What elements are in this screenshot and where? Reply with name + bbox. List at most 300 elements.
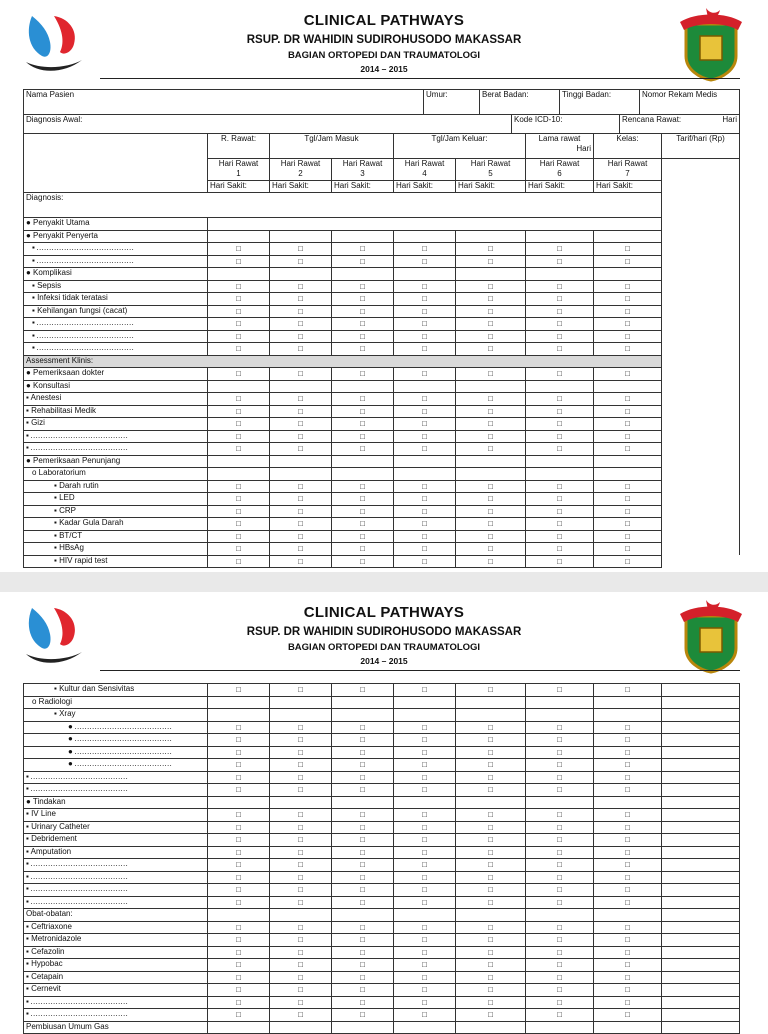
day-checkbox[interactable]: □ [332, 934, 394, 947]
day-checkbox[interactable]: □ [594, 934, 662, 947]
day-checkbox[interactable]: □ [456, 543, 526, 556]
day-checkbox[interactable]: □ [526, 255, 594, 268]
patient-name-field[interactable]: Nama Pasien [24, 90, 424, 115]
day-checkbox[interactable]: □ [270, 555, 332, 568]
day-checkbox[interactable]: □ [332, 684, 394, 697]
day-checkbox[interactable]: □ [594, 721, 662, 734]
day-checkbox[interactable]: □ [594, 821, 662, 834]
day-checkbox[interactable]: □ [594, 493, 662, 506]
day-checkbox[interactable]: □ [594, 996, 662, 1009]
day-checkbox[interactable]: □ [270, 984, 332, 997]
day-checkbox[interactable]: □ [394, 746, 456, 759]
day-checkbox[interactable]: □ [526, 293, 594, 306]
day-checkbox[interactable]: □ [332, 721, 394, 734]
day-checkbox[interactable]: □ [270, 305, 332, 318]
day-checkbox[interactable]: □ [208, 368, 270, 381]
day-checkbox[interactable]: □ [332, 330, 394, 343]
day-checkbox[interactable]: □ [270, 746, 332, 759]
day-checkbox[interactable]: □ [332, 771, 394, 784]
day-checkbox[interactable]: □ [456, 809, 526, 822]
day-checkbox[interactable]: □ [270, 518, 332, 531]
day-checkbox[interactable]: □ [208, 280, 270, 293]
day-checkbox[interactable]: □ [208, 896, 270, 909]
day-checkbox[interactable]: □ [332, 871, 394, 884]
day-checkbox[interactable]: □ [594, 555, 662, 568]
sick-day-field[interactable]: Hari Sakit: [394, 180, 456, 193]
day-checkbox[interactable]: □ [394, 430, 456, 443]
day-checkbox[interactable]: □ [270, 784, 332, 797]
day-checkbox[interactable]: □ [456, 971, 526, 984]
day-checkbox[interactable]: □ [456, 859, 526, 872]
day-checkbox[interactable]: □ [394, 530, 456, 543]
day-checkbox[interactable]: □ [208, 934, 270, 947]
day-checkbox[interactable]: □ [332, 859, 394, 872]
day-checkbox[interactable]: □ [456, 555, 526, 568]
day-checkbox[interactable]: □ [208, 871, 270, 884]
day-checkbox[interactable]: □ [526, 418, 594, 431]
day-checkbox[interactable]: □ [208, 759, 270, 772]
day-checkbox[interactable]: □ [208, 493, 270, 506]
day-checkbox[interactable]: □ [526, 543, 594, 556]
day-checkbox[interactable]: □ [270, 343, 332, 356]
sick-day-field[interactable]: Hari Sakit: [208, 180, 270, 193]
day-checkbox[interactable]: □ [456, 896, 526, 909]
room-field[interactable]: R. Rawat: [208, 134, 270, 159]
day-checkbox[interactable]: □ [456, 493, 526, 506]
day-checkbox[interactable]: □ [456, 443, 526, 456]
day-checkbox[interactable]: □ [456, 871, 526, 884]
day-checkbox[interactable]: □ [394, 784, 456, 797]
day-checkbox[interactable]: □ [270, 330, 332, 343]
day-checkbox[interactable]: □ [394, 330, 456, 343]
day-checkbox[interactable]: □ [332, 759, 394, 772]
day-checkbox[interactable]: □ [594, 834, 662, 847]
day-checkbox[interactable]: □ [270, 721, 332, 734]
day-checkbox[interactable]: □ [208, 821, 270, 834]
day-checkbox[interactable]: □ [594, 921, 662, 934]
day-checkbox[interactable]: □ [332, 305, 394, 318]
day-checkbox[interactable]: □ [332, 921, 394, 934]
day-checkbox[interactable]: □ [526, 721, 594, 734]
day-checkbox[interactable]: □ [332, 896, 394, 909]
day-checkbox[interactable]: □ [208, 734, 270, 747]
day-checkbox[interactable]: □ [332, 555, 394, 568]
day-checkbox[interactable]: □ [270, 1009, 332, 1022]
day-checkbox[interactable]: □ [208, 884, 270, 897]
day-checkbox[interactable]: □ [270, 859, 332, 872]
day-checkbox[interactable]: □ [394, 305, 456, 318]
day-checkbox[interactable]: □ [332, 405, 394, 418]
day-checkbox[interactable]: □ [526, 518, 594, 531]
day-checkbox[interactable]: □ [332, 971, 394, 984]
day-checkbox[interactable]: □ [332, 368, 394, 381]
day-checkbox[interactable]: □ [594, 809, 662, 822]
day-checkbox[interactable]: □ [594, 368, 662, 381]
day-checkbox[interactable]: □ [270, 934, 332, 947]
main-disease-field[interactable] [208, 218, 662, 231]
day-checkbox[interactable]: □ [394, 418, 456, 431]
sick-day-field[interactable]: Hari Sakit: [456, 180, 526, 193]
day-checkbox[interactable]: □ [332, 280, 394, 293]
day-checkbox[interactable]: □ [394, 368, 456, 381]
day-checkbox[interactable]: □ [526, 318, 594, 331]
day-checkbox[interactable]: □ [208, 971, 270, 984]
day-checkbox[interactable]: □ [594, 318, 662, 331]
day-checkbox[interactable]: □ [594, 884, 662, 897]
day-checkbox[interactable]: □ [270, 771, 332, 784]
day-checkbox[interactable]: □ [394, 505, 456, 518]
day-checkbox[interactable]: □ [394, 243, 456, 256]
day-checkbox[interactable]: □ [270, 443, 332, 456]
day-checkbox[interactable]: □ [526, 934, 594, 947]
day-checkbox[interactable]: □ [270, 480, 332, 493]
length-of-stay-field[interactable]: Lama rawat Hari [526, 134, 594, 159]
day-checkbox[interactable]: □ [526, 971, 594, 984]
day-checkbox[interactable]: □ [456, 946, 526, 959]
day-checkbox[interactable]: □ [394, 684, 456, 697]
day-checkbox[interactable]: □ [332, 734, 394, 747]
day-checkbox[interactable]: □ [394, 971, 456, 984]
day-checkbox[interactable]: □ [208, 443, 270, 456]
day-checkbox[interactable]: □ [526, 821, 594, 834]
day-checkbox[interactable]: □ [594, 518, 662, 531]
day-checkbox[interactable]: □ [332, 543, 394, 556]
day-checkbox[interactable]: □ [594, 946, 662, 959]
day-checkbox[interactable]: □ [270, 821, 332, 834]
day-checkbox[interactable]: □ [394, 896, 456, 909]
day-checkbox[interactable]: □ [526, 746, 594, 759]
day-checkbox[interactable]: □ [270, 418, 332, 431]
day-checkbox[interactable]: □ [594, 480, 662, 493]
day-checkbox[interactable]: □ [208, 543, 270, 556]
day-checkbox[interactable]: □ [270, 996, 332, 1009]
day-checkbox[interactable]: □ [394, 734, 456, 747]
day-checkbox[interactable]: □ [526, 305, 594, 318]
day-checkbox[interactable]: □ [270, 921, 332, 934]
day-checkbox[interactable]: □ [456, 430, 526, 443]
day-checkbox[interactable]: □ [594, 305, 662, 318]
day-checkbox[interactable]: □ [526, 859, 594, 872]
day-checkbox[interactable]: □ [594, 505, 662, 518]
day-checkbox[interactable]: □ [208, 684, 270, 697]
day-checkbox[interactable]: □ [208, 746, 270, 759]
day-checkbox[interactable]: □ [270, 243, 332, 256]
day-checkbox[interactable]: □ [456, 505, 526, 518]
day-checkbox[interactable]: □ [594, 771, 662, 784]
day-checkbox[interactable]: □ [526, 871, 594, 884]
day-checkbox[interactable]: □ [456, 834, 526, 847]
day-checkbox[interactable]: □ [526, 834, 594, 847]
day-checkbox[interactable]: □ [526, 684, 594, 697]
day-checkbox[interactable]: □ [208, 834, 270, 847]
day-checkbox[interactable]: □ [594, 859, 662, 872]
day-checkbox[interactable]: □ [394, 884, 456, 897]
day-checkbox[interactable]: □ [526, 771, 594, 784]
day-checkbox[interactable]: □ [526, 921, 594, 934]
day-checkbox[interactable]: □ [270, 871, 332, 884]
day-checkbox[interactable]: □ [394, 934, 456, 947]
day-checkbox[interactable]: □ [270, 430, 332, 443]
day-checkbox[interactable]: □ [270, 293, 332, 306]
day-checkbox[interactable]: □ [456, 721, 526, 734]
day-checkbox[interactable]: □ [208, 243, 270, 256]
day-checkbox[interactable]: □ [208, 318, 270, 331]
day-checkbox[interactable]: □ [526, 784, 594, 797]
day-checkbox[interactable]: □ [526, 996, 594, 1009]
day-checkbox[interactable]: □ [332, 946, 394, 959]
day-checkbox[interactable]: □ [456, 318, 526, 331]
day-checkbox[interactable]: □ [208, 784, 270, 797]
day-checkbox[interactable]: □ [332, 493, 394, 506]
day-checkbox[interactable]: □ [594, 280, 662, 293]
admission-datetime-field[interactable]: Tgl/Jam Masuk [270, 134, 394, 159]
day-checkbox[interactable]: □ [594, 746, 662, 759]
day-checkbox[interactable]: □ [456, 759, 526, 772]
day-checkbox[interactable]: □ [208, 846, 270, 859]
day-checkbox[interactable]: □ [594, 255, 662, 268]
day-checkbox[interactable]: □ [332, 984, 394, 997]
weight-field[interactable]: Berat Badan: [480, 90, 560, 115]
day-checkbox[interactable]: □ [594, 971, 662, 984]
day-checkbox[interactable]: □ [594, 846, 662, 859]
day-checkbox[interactable]: □ [594, 530, 662, 543]
day-checkbox[interactable]: □ [526, 1009, 594, 1022]
day-checkbox[interactable]: □ [456, 771, 526, 784]
day-checkbox[interactable]: □ [208, 809, 270, 822]
day-checkbox[interactable]: □ [332, 809, 394, 822]
day-checkbox[interactable]: □ [270, 846, 332, 859]
day-checkbox[interactable]: □ [394, 809, 456, 822]
day-checkbox[interactable]: □ [270, 493, 332, 506]
day-checkbox[interactable]: □ [594, 734, 662, 747]
day-checkbox[interactable]: □ [270, 734, 332, 747]
height-field[interactable]: Tinggi Badan: [560, 90, 640, 115]
day-checkbox[interactable]: □ [270, 530, 332, 543]
day-checkbox[interactable]: □ [270, 684, 332, 697]
day-checkbox[interactable]: □ [456, 280, 526, 293]
day-checkbox[interactable]: □ [456, 518, 526, 531]
day-checkbox[interactable]: □ [332, 343, 394, 356]
day-checkbox[interactable]: □ [456, 418, 526, 431]
day-checkbox[interactable]: □ [456, 343, 526, 356]
day-checkbox[interactable]: □ [332, 243, 394, 256]
day-checkbox[interactable]: □ [526, 243, 594, 256]
day-checkbox[interactable]: □ [456, 821, 526, 834]
day-checkbox[interactable]: □ [456, 984, 526, 997]
day-checkbox[interactable]: □ [208, 530, 270, 543]
day-checkbox[interactable]: □ [394, 343, 456, 356]
day-checkbox[interactable]: □ [394, 996, 456, 1009]
sick-day-field[interactable]: Hari Sakit: [270, 180, 332, 193]
day-checkbox[interactable]: □ [526, 430, 594, 443]
rate-field[interactable]: Tarif/hari (Rp) [662, 134, 740, 159]
day-checkbox[interactable]: □ [208, 984, 270, 997]
day-checkbox[interactable]: □ [394, 443, 456, 456]
day-checkbox[interactable]: □ [332, 834, 394, 847]
day-checkbox[interactable]: □ [526, 393, 594, 406]
day-checkbox[interactable]: □ [456, 330, 526, 343]
day-checkbox[interactable]: □ [208, 405, 270, 418]
day-checkbox[interactable]: □ [394, 543, 456, 556]
day-checkbox[interactable]: □ [456, 393, 526, 406]
day-checkbox[interactable]: □ [394, 921, 456, 934]
day-checkbox[interactable]: □ [208, 505, 270, 518]
day-checkbox[interactable]: □ [594, 784, 662, 797]
day-checkbox[interactable]: □ [270, 971, 332, 984]
class-field[interactable]: Kelas: [594, 134, 662, 159]
day-checkbox[interactable]: □ [456, 405, 526, 418]
day-checkbox[interactable]: □ [394, 984, 456, 997]
day-checkbox[interactable]: □ [208, 255, 270, 268]
day-checkbox[interactable]: □ [456, 1009, 526, 1022]
day-checkbox[interactable]: □ [332, 884, 394, 897]
day-checkbox[interactable]: □ [394, 959, 456, 972]
day-checkbox[interactable]: □ [526, 946, 594, 959]
day-checkbox[interactable]: □ [270, 280, 332, 293]
day-checkbox[interactable]: □ [208, 859, 270, 872]
day-checkbox[interactable]: □ [594, 896, 662, 909]
day-checkbox[interactable]: □ [394, 518, 456, 531]
day-checkbox[interactable]: □ [332, 746, 394, 759]
day-checkbox[interactable]: □ [208, 1009, 270, 1022]
day-checkbox[interactable]: □ [526, 330, 594, 343]
day-checkbox[interactable]: □ [594, 1009, 662, 1022]
day-checkbox[interactable]: □ [526, 809, 594, 822]
day-checkbox[interactable]: □ [526, 493, 594, 506]
day-checkbox[interactable]: □ [456, 243, 526, 256]
day-checkbox[interactable]: □ [526, 405, 594, 418]
day-checkbox[interactable]: □ [332, 1009, 394, 1022]
day-checkbox[interactable]: □ [394, 871, 456, 884]
day-checkbox[interactable]: □ [332, 505, 394, 518]
day-checkbox[interactable]: □ [526, 443, 594, 456]
day-checkbox[interactable]: □ [526, 984, 594, 997]
day-checkbox[interactable]: □ [526, 555, 594, 568]
day-checkbox[interactable]: □ [208, 518, 270, 531]
day-checkbox[interactable]: □ [594, 543, 662, 556]
day-checkbox[interactable]: □ [270, 405, 332, 418]
day-checkbox[interactable]: □ [394, 555, 456, 568]
day-checkbox[interactable]: □ [594, 393, 662, 406]
day-checkbox[interactable]: □ [594, 684, 662, 697]
day-checkbox[interactable]: □ [394, 280, 456, 293]
day-checkbox[interactable]: □ [526, 368, 594, 381]
age-field[interactable]: Umur: [424, 90, 480, 115]
day-checkbox[interactable]: □ [394, 721, 456, 734]
day-checkbox[interactable]: □ [332, 393, 394, 406]
day-checkbox[interactable]: □ [332, 846, 394, 859]
day-checkbox[interactable]: □ [594, 330, 662, 343]
day-checkbox[interactable]: □ [208, 418, 270, 431]
day-checkbox[interactable]: □ [332, 996, 394, 1009]
day-checkbox[interactable]: □ [594, 293, 662, 306]
day-checkbox[interactable]: □ [526, 280, 594, 293]
sick-day-field[interactable]: Hari Sakit: [526, 180, 594, 193]
day-checkbox[interactable]: □ [394, 255, 456, 268]
sick-day-field[interactable]: Hari Sakit: [332, 180, 394, 193]
day-checkbox[interactable]: □ [270, 884, 332, 897]
day-checkbox[interactable]: □ [394, 405, 456, 418]
day-checkbox[interactable]: □ [394, 393, 456, 406]
day-checkbox[interactable]: □ [208, 921, 270, 934]
day-checkbox[interactable]: □ [456, 255, 526, 268]
day-checkbox[interactable]: □ [456, 368, 526, 381]
day-checkbox[interactable]: □ [332, 518, 394, 531]
day-checkbox[interactable]: □ [526, 759, 594, 772]
day-checkbox[interactable]: □ [394, 480, 456, 493]
day-checkbox[interactable]: □ [208, 771, 270, 784]
day-checkbox[interactable]: □ [456, 746, 526, 759]
initial-diagnosis-field[interactable]: Diagnosis Awal: [24, 115, 512, 134]
day-checkbox[interactable]: □ [394, 318, 456, 331]
day-checkbox[interactable]: □ [594, 343, 662, 356]
day-checkbox[interactable]: □ [594, 405, 662, 418]
day-checkbox[interactable]: □ [456, 530, 526, 543]
plan-stay-field[interactable]: Rencana Rawat: Hari [620, 115, 740, 134]
day-checkbox[interactable]: □ [270, 759, 332, 772]
day-checkbox[interactable]: □ [394, 771, 456, 784]
day-checkbox[interactable]: □ [270, 255, 332, 268]
day-checkbox[interactable]: □ [394, 834, 456, 847]
day-checkbox[interactable]: □ [270, 393, 332, 406]
day-checkbox[interactable]: □ [270, 946, 332, 959]
day-checkbox[interactable]: □ [208, 996, 270, 1009]
day-checkbox[interactable]: □ [332, 255, 394, 268]
day-checkbox[interactable]: □ [394, 821, 456, 834]
day-checkbox[interactable]: □ [332, 480, 394, 493]
day-checkbox[interactable]: □ [456, 784, 526, 797]
day-checkbox[interactable]: □ [594, 984, 662, 997]
day-checkbox[interactable]: □ [208, 721, 270, 734]
day-checkbox[interactable]: □ [394, 846, 456, 859]
day-checkbox[interactable]: □ [270, 543, 332, 556]
day-checkbox[interactable]: □ [456, 293, 526, 306]
day-checkbox[interactable]: □ [270, 809, 332, 822]
day-checkbox[interactable]: □ [332, 318, 394, 331]
day-checkbox[interactable]: □ [594, 759, 662, 772]
day-checkbox[interactable]: □ [594, 871, 662, 884]
day-checkbox[interactable]: □ [456, 934, 526, 947]
day-checkbox[interactable]: □ [208, 555, 270, 568]
day-checkbox[interactable]: □ [394, 859, 456, 872]
day-checkbox[interactable]: □ [526, 480, 594, 493]
day-checkbox[interactable]: □ [456, 734, 526, 747]
day-checkbox[interactable]: □ [332, 418, 394, 431]
day-checkbox[interactable]: □ [208, 946, 270, 959]
icd-code-field[interactable]: Kode ICD-10: [512, 115, 620, 134]
day-checkbox[interactable]: □ [526, 505, 594, 518]
day-checkbox[interactable]: □ [456, 684, 526, 697]
day-checkbox[interactable]: □ [332, 959, 394, 972]
day-checkbox[interactable]: □ [394, 293, 456, 306]
day-checkbox[interactable]: □ [332, 821, 394, 834]
day-checkbox[interactable]: □ [394, 946, 456, 959]
day-checkbox[interactable]: □ [526, 846, 594, 859]
day-checkbox[interactable]: □ [394, 1009, 456, 1022]
discharge-datetime-field[interactable]: Tgl/Jam Keluar: [394, 134, 526, 159]
day-checkbox[interactable]: □ [208, 343, 270, 356]
day-checkbox[interactable]: □ [332, 443, 394, 456]
day-checkbox[interactable]: □ [456, 480, 526, 493]
day-checkbox[interactable]: □ [456, 959, 526, 972]
day-checkbox[interactable]: □ [594, 243, 662, 256]
medical-record-field[interactable]: Nomor Rekam Medis [640, 90, 740, 115]
day-checkbox[interactable]: □ [208, 393, 270, 406]
day-checkbox[interactable]: □ [594, 959, 662, 972]
day-checkbox[interactable]: □ [208, 480, 270, 493]
day-checkbox[interactable]: □ [456, 846, 526, 859]
day-checkbox[interactable]: □ [456, 884, 526, 897]
